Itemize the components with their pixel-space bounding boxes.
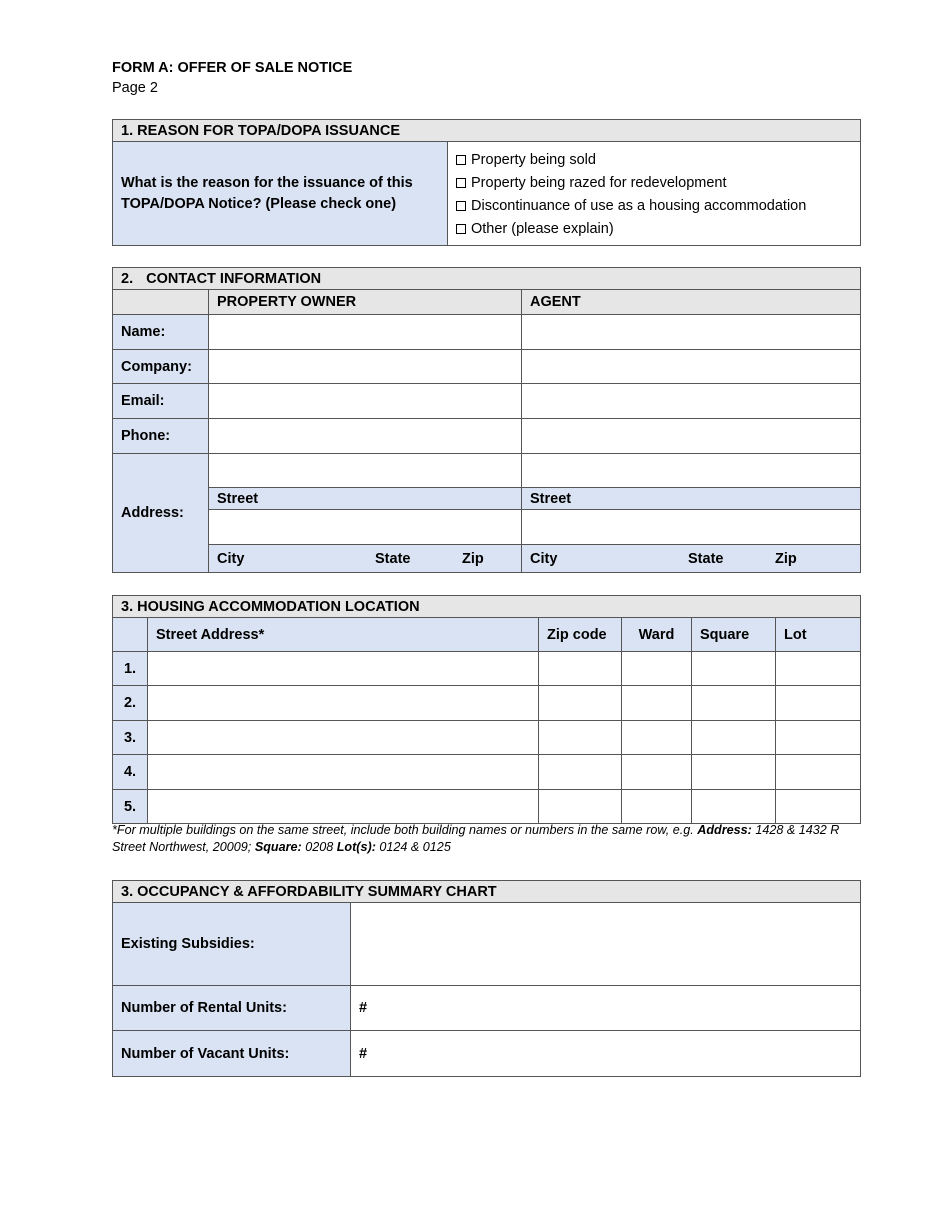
owner-zip-label: Zip	[462, 550, 484, 567]
rental-units-field[interactable]	[351, 986, 861, 1031]
square-field[interactable]	[692, 755, 776, 790]
agent-city-field[interactable]	[522, 510, 861, 545]
option-label: Other (please explain)	[471, 220, 614, 237]
square-field[interactable]	[692, 652, 776, 686]
reason-options	[448, 142, 861, 246]
owner-city-label: City	[217, 550, 245, 567]
row-number: 2.	[113, 686, 148, 721]
contact-table	[112, 267, 861, 573]
agent-city-label: City	[530, 550, 558, 567]
owner-company-field[interactable]	[209, 350, 522, 384]
option-property-sold[interactable]	[456, 149, 852, 172]
zip-code-field[interactable]	[539, 790, 622, 824]
street-address-field[interactable]	[148, 686, 539, 721]
label-email: Email:	[113, 384, 209, 419]
checkbox-icon[interactable]	[456, 178, 466, 188]
footnote-address-label: Address:	[697, 823, 752, 837]
form-header	[112, 58, 352, 98]
owner-phone-field[interactable]	[209, 419, 522, 454]
zip-code-field[interactable]	[539, 652, 622, 686]
square-field[interactable]	[692, 790, 776, 824]
zip-code-field[interactable]	[539, 755, 622, 790]
agent-city-state-zip	[522, 545, 861, 573]
ward-field[interactable]	[622, 686, 692, 721]
label-vacant-units: Number of Vacant Units:	[113, 1031, 351, 1077]
checkbox-icon[interactable]	[456, 224, 466, 234]
owner-city-state-zip	[209, 545, 522, 573]
lot-field[interactable]	[776, 755, 861, 790]
street-address-field[interactable]	[148, 721, 539, 755]
label-rental-units: Number of Rental Units:	[113, 986, 351, 1031]
owner-street-label: Street	[209, 488, 522, 510]
footnote-text: 0208	[301, 840, 337, 854]
table-row	[113, 652, 861, 686]
lot-field[interactable]	[776, 790, 861, 824]
agent-state-label: State	[688, 550, 724, 567]
option-label: Discontinuance of use as a housing accommodation	[471, 197, 807, 214]
footnote-text: 1428 & 1432 R Street Northwest, 20009;	[112, 823, 840, 854]
location-table	[112, 595, 861, 824]
square-field[interactable]	[692, 686, 776, 721]
col-square: Square	[692, 618, 776, 652]
street-address-field[interactable]	[148, 790, 539, 824]
location-corner	[113, 618, 148, 652]
vacant-units-field[interactable]	[351, 1031, 861, 1077]
label-address: Address:	[113, 454, 209, 573]
checkbox-icon[interactable]	[456, 155, 466, 165]
col-street-address: Street Address*	[148, 618, 539, 652]
checkbox-icon[interactable]	[456, 201, 466, 211]
row-number: 4.	[113, 755, 148, 790]
agent-email-field[interactable]	[522, 384, 861, 419]
section2-title: CONTACT INFORMATION	[146, 270, 322, 287]
row-number: 3.	[113, 721, 148, 755]
col-agent: AGENT	[522, 290, 861, 315]
agent-company-field[interactable]	[522, 350, 861, 384]
zip-code-field[interactable]	[539, 686, 622, 721]
table-row	[113, 790, 861, 824]
ward-field[interactable]	[622, 721, 692, 755]
row-number: 5.	[113, 790, 148, 824]
footnote-text: *For multiple buildings on the same street, include both building names or numbers in the same row, e.g.	[112, 823, 698, 837]
option-discontinuance[interactable]	[456, 195, 852, 218]
option-property-razed[interactable]	[456, 172, 852, 195]
footnote	[112, 822, 860, 856]
table-row	[113, 686, 861, 721]
ward-field[interactable]	[622, 755, 692, 790]
label-phone: Phone:	[113, 419, 209, 454]
reason-question: What is the reason for the issuance of this TOPA/DOPA Notice? (Please check one)	[113, 142, 448, 246]
page-number: Page 2	[112, 80, 158, 96]
row-number: 1.	[113, 652, 148, 686]
street-address-field[interactable]	[148, 755, 539, 790]
footnote-lots-label: Lot(s):	[336, 840, 376, 854]
owner-state-label: State	[375, 550, 411, 567]
ward-field[interactable]	[622, 652, 692, 686]
hash-symbol: #	[359, 1045, 368, 1062]
lot-field[interactable]	[776, 686, 861, 721]
agent-zip-label: Zip	[775, 550, 797, 567]
occupancy-table	[112, 880, 861, 1077]
owner-email-field[interactable]	[209, 384, 522, 419]
section2-heading	[113, 268, 861, 290]
form-title: FORM A: OFFER OF SALE NOTICE	[112, 60, 353, 76]
section2-number: 2.	[121, 270, 134, 287]
section4-heading: 3. OCCUPANCY & AFFORDABILITY SUMMARY CHART	[113, 881, 861, 903]
footnote-text: 0124 & 0125	[375, 840, 451, 854]
owner-street-field[interactable]	[209, 454, 522, 488]
section3-heading: 3. HOUSING ACCOMMODATION LOCATION	[113, 596, 861, 618]
col-zip-code: Zip code	[539, 618, 622, 652]
label-company: Company:	[113, 350, 209, 384]
col-property-owner: PROPERTY OWNER	[209, 290, 522, 315]
table-row	[113, 755, 861, 790]
col-ward: Ward	[622, 618, 692, 652]
agent-street-field[interactable]	[522, 454, 861, 488]
reason-table	[112, 119, 861, 246]
ward-field[interactable]	[622, 790, 692, 824]
contact-corner	[113, 290, 209, 315]
hash-symbol: #	[359, 1000, 368, 1016]
lot-field[interactable]	[776, 721, 861, 755]
square-field[interactable]	[692, 721, 776, 755]
option-label: Property being sold	[471, 151, 596, 168]
section1-heading: 1. REASON FOR TOPA/DOPA ISSUANCE	[113, 120, 861, 142]
option-other[interactable]	[456, 218, 852, 241]
table-row	[113, 721, 861, 755]
owner-city-field[interactable]	[209, 510, 522, 545]
agent-name-field[interactable]	[522, 315, 861, 350]
agent-street-label: Street	[522, 488, 861, 510]
zip-code-field[interactable]	[539, 721, 622, 755]
footnote-square-label: Square:	[254, 840, 302, 854]
option-label: Property being razed for redevelopment	[471, 174, 727, 191]
lot-field[interactable]	[776, 652, 861, 686]
existing-subsidies-field[interactable]	[351, 903, 861, 986]
label-name: Name:	[113, 315, 209, 350]
street-address-field[interactable]	[148, 652, 539, 686]
label-existing-subsidies: Existing Subsidies:	[113, 903, 351, 986]
col-lot: Lot	[776, 618, 861, 652]
agent-phone-field[interactable]	[522, 419, 861, 454]
owner-name-field[interactable]	[209, 315, 522, 350]
